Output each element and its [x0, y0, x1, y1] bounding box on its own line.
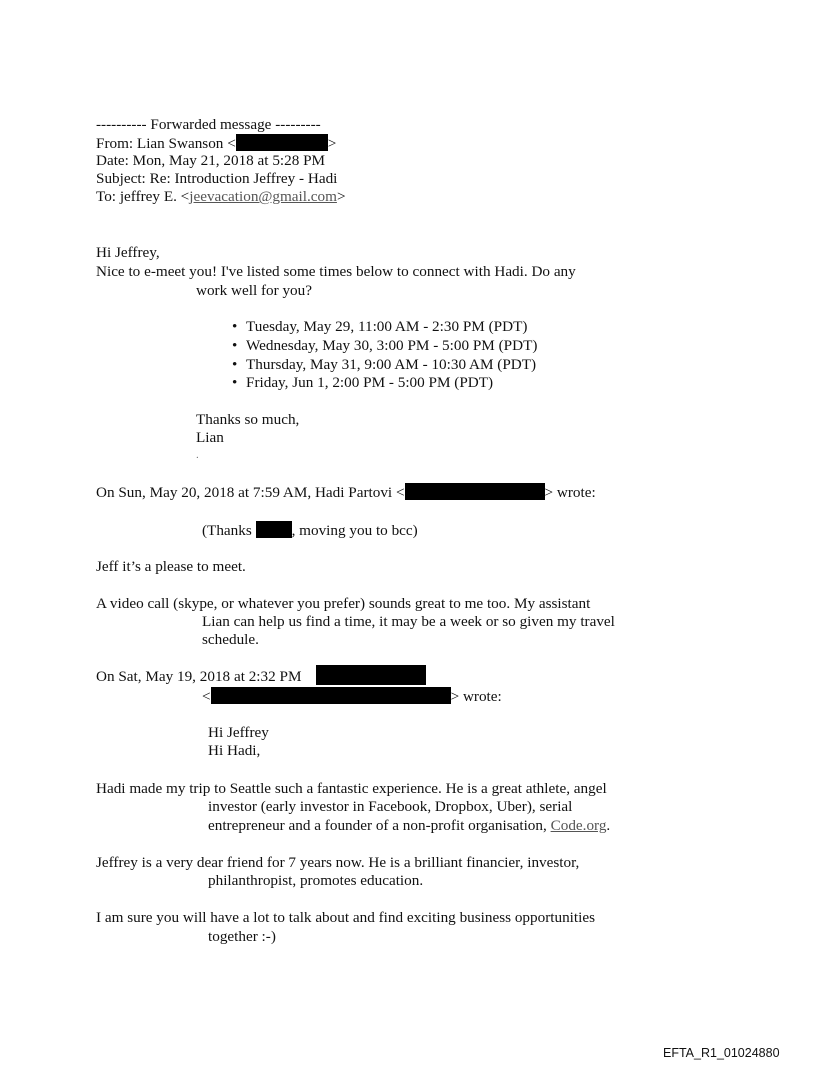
to-email-link[interactable]: jeevacation@gmail.com: [189, 188, 337, 205]
hadi-para-line-1: A video call (skype, or whatever you prefer) sounds great to me too. My assistant: [96, 595, 591, 612]
lian-closing: Thanks so much,: [196, 411, 300, 428]
document-id: EFTA_R1_01024880: [663, 1046, 780, 1060]
to-close: >: [336, 188, 346, 205]
time-slot-2: • Wednesday, May 30, 3:00 PM - 5:00 PM (PDT): [246, 337, 537, 355]
redaction-intro-sender-name: [316, 665, 426, 685]
lian-signature: Lian: [196, 429, 224, 446]
intro-p1-line-2: investor (early investor in Facebook, Dropbox, Uber), serial: [208, 798, 573, 815]
hadi-thanks-prefix: (Thanks: [202, 522, 256, 539]
intro-header-line-1: On Sat, May 19, 2018 at 2:32 PM: [96, 668, 302, 685]
to-label: To: jeffrey E. <: [96, 188, 190, 205]
time-slot-4: • Friday, Jun 1, 2:00 PM - 5:00 PM (PDT): [246, 374, 493, 392]
hadi-thanks-line: [202, 521, 418, 540]
date-line: Date: Mon, May 21, 2018 at 5:28 PM: [96, 152, 326, 169]
hadi-meet-line: Jeff it’s a please to meet.: [96, 558, 246, 575]
hadi-thanks-suffix: , moving you to bcc): [291, 522, 418, 539]
redaction-from-email: [236, 134, 328, 151]
redaction-intro-sender-email: [211, 687, 451, 704]
lian-line-1: Nice to e-meet you! I've listed some times below to connect with Hadi. Do any: [96, 263, 576, 280]
redaction-thanks-name: [256, 521, 292, 538]
intro-greeting-1: Hi Jeffrey: [208, 724, 269, 741]
redaction-hadi-email: [405, 483, 545, 500]
hadi-para-line-2: Lian can help us find a time, it may be a week or so given my travel: [202, 613, 615, 630]
intro-header-lt: <: [202, 688, 211, 705]
intro-p1-line-3-text: entrepreneur and a founder of a non-profit organisation,: [208, 817, 551, 834]
to-line: [96, 188, 346, 206]
intro-p2-line-1: Jeffrey is a very dear friend for 7 years now. He is a brilliant financier, investor,: [96, 854, 580, 871]
forward-separator: ---------- Forwarded message ---------: [96, 116, 321, 133]
intro-p1-line-3: [208, 817, 610, 835]
from-label: From: Lian Swanson <: [96, 135, 236, 152]
code-org-link[interactable]: Code.org: [550, 817, 607, 834]
intro-p1-line-3-end: .: [606, 817, 611, 834]
subject-line: Subject: Re: Introduction Jeffrey - Hadi: [96, 170, 338, 187]
intro-header-suffix: > wrote:: [450, 688, 502, 705]
lian-greeting: Hi Jeffrey,: [96, 244, 160, 261]
intro-greeting-2: Hi Hadi,: [208, 742, 261, 759]
time-slot-1: • Tuesday, May 29, 11:00 AM - 2:30 PM (PDT): [246, 318, 527, 336]
hadi-header-prefix: On Sun, May 20, 2018 at 7:59 AM, Hadi Partovi <: [96, 484, 405, 501]
lian-dot: .: [196, 449, 199, 461]
hadi-header: [96, 483, 596, 502]
intro-p2-line-2: philanthropist, promotes education.: [208, 872, 424, 889]
intro-p3-line-2: together :-): [208, 928, 276, 945]
time-slot-3: • Thursday, May 31, 9:00 AM - 10:30 AM (PDT): [246, 356, 536, 374]
hadi-para-line-3: schedule.: [202, 631, 259, 648]
from-close: >: [327, 135, 337, 152]
lian-line-2: work well for you?: [196, 282, 312, 299]
intro-p1-line-1: Hadi made my trip to Seattle such a fantastic experience. He is a great athlete, angel: [96, 780, 607, 797]
hadi-header-suffix: > wrote:: [544, 484, 596, 501]
from-line: [96, 134, 336, 153]
intro-header-line-2: [202, 687, 502, 706]
intro-p3-line-1: I am sure you will have a lot to talk about and find exciting business opportunities: [96, 909, 595, 926]
